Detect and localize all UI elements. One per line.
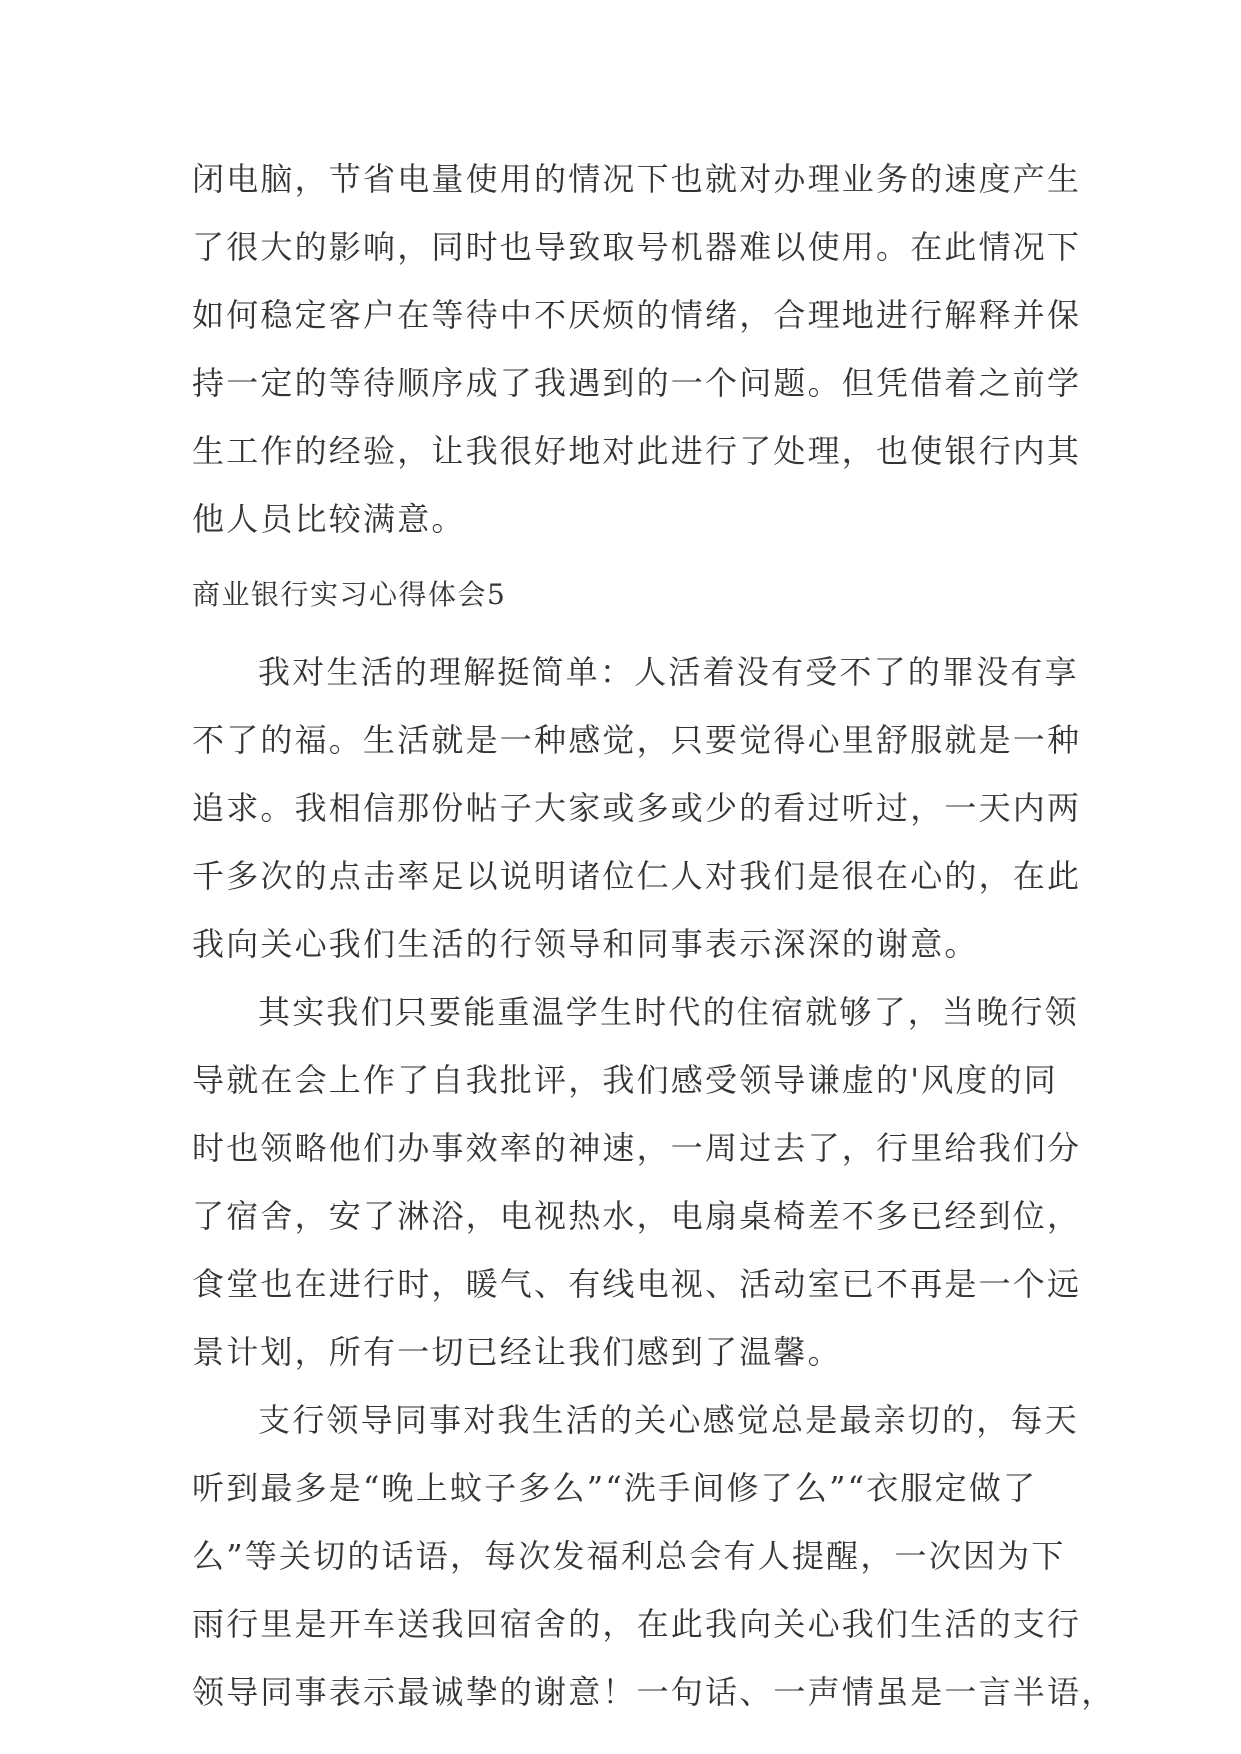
text-line: 闭电脑，节省电量使用的情况下也就对办理业务的速度产生 (192, 160, 1082, 198)
text-line: 导就在会上作了自我批评，我们感受领导谦虚的'风度的同 (192, 1061, 1058, 1099)
text-line: 食堂也在进行时，暖气、有线电视、活动室已不再是一个远 (192, 1265, 1082, 1303)
text-line: 生工作的经验，让我很好地对此进行了处理，也使银行内其 (192, 432, 1082, 470)
text-line: 持一定的等待顺序成了我遇到的一个问题。但凭借着之前学 (192, 364, 1082, 402)
text-line: 支行领导同事对我生活的关心感觉总是最亲切的，每天 (258, 1401, 1079, 1439)
section-body (192, 638, 1116, 1726)
text-line: 么”等关切的话语，每次发福利总会有人提醒，一次因为下 (192, 1537, 1066, 1575)
text-line: 雨行里是开车送我回宿舍的，在此我向关心我们生活的支行 (192, 1605, 1082, 1643)
paragraph-continued (192, 145, 1082, 553)
text-line: 追求。我相信那份帖子大家或多或少的看过听过，一天内两 (192, 789, 1082, 827)
text-line: 了很大的影响，同时也导致取号机器难以使用。在此情况下 (192, 228, 1082, 266)
text-line: 景计划，所有一切已经让我们感到了温馨。 (192, 1333, 842, 1371)
text-line: 如何稳定客户在等待中不厌烦的情绪，合理地进行解释并保 (192, 296, 1082, 334)
text-line: 了宿舍，安了淋浴，电视热水，电扇桌椅差不多已经到位， (192, 1197, 1082, 1235)
text-line: 我向关心我们生活的行领导和同事表示深深的谢意。 (192, 925, 979, 963)
text-line: 我对生活的理解挺简单：人活着没有受不了的罪没有享 (258, 653, 1079, 691)
text-line: 领导同事表示最诚挚的谢意！一句话、一声情虽是一言半语， (192, 1673, 1116, 1711)
text-line: 千多次的点击率足以说明诸位仁人对我们是很在心的，在此 (192, 857, 1082, 895)
text-line: 不了的福。生活就是一种感觉，只要觉得心里舒服就是一种 (192, 721, 1082, 759)
text-line: 时也领略他们办事效率的神速，一周过去了，行里给我们分 (192, 1129, 1082, 1167)
text-line: 他人员比较满意。 (192, 500, 466, 538)
text-line: 听到最多是“晚上蚊子多么”“洗手间修了么”“衣服定做了 (192, 1469, 1038, 1507)
text-line: 其实我们只要能重温学生时代的住宿就够了，当晚行领 (258, 993, 1079, 1031)
section-heading: 商业银行实习心得体会5 (192, 578, 507, 611)
